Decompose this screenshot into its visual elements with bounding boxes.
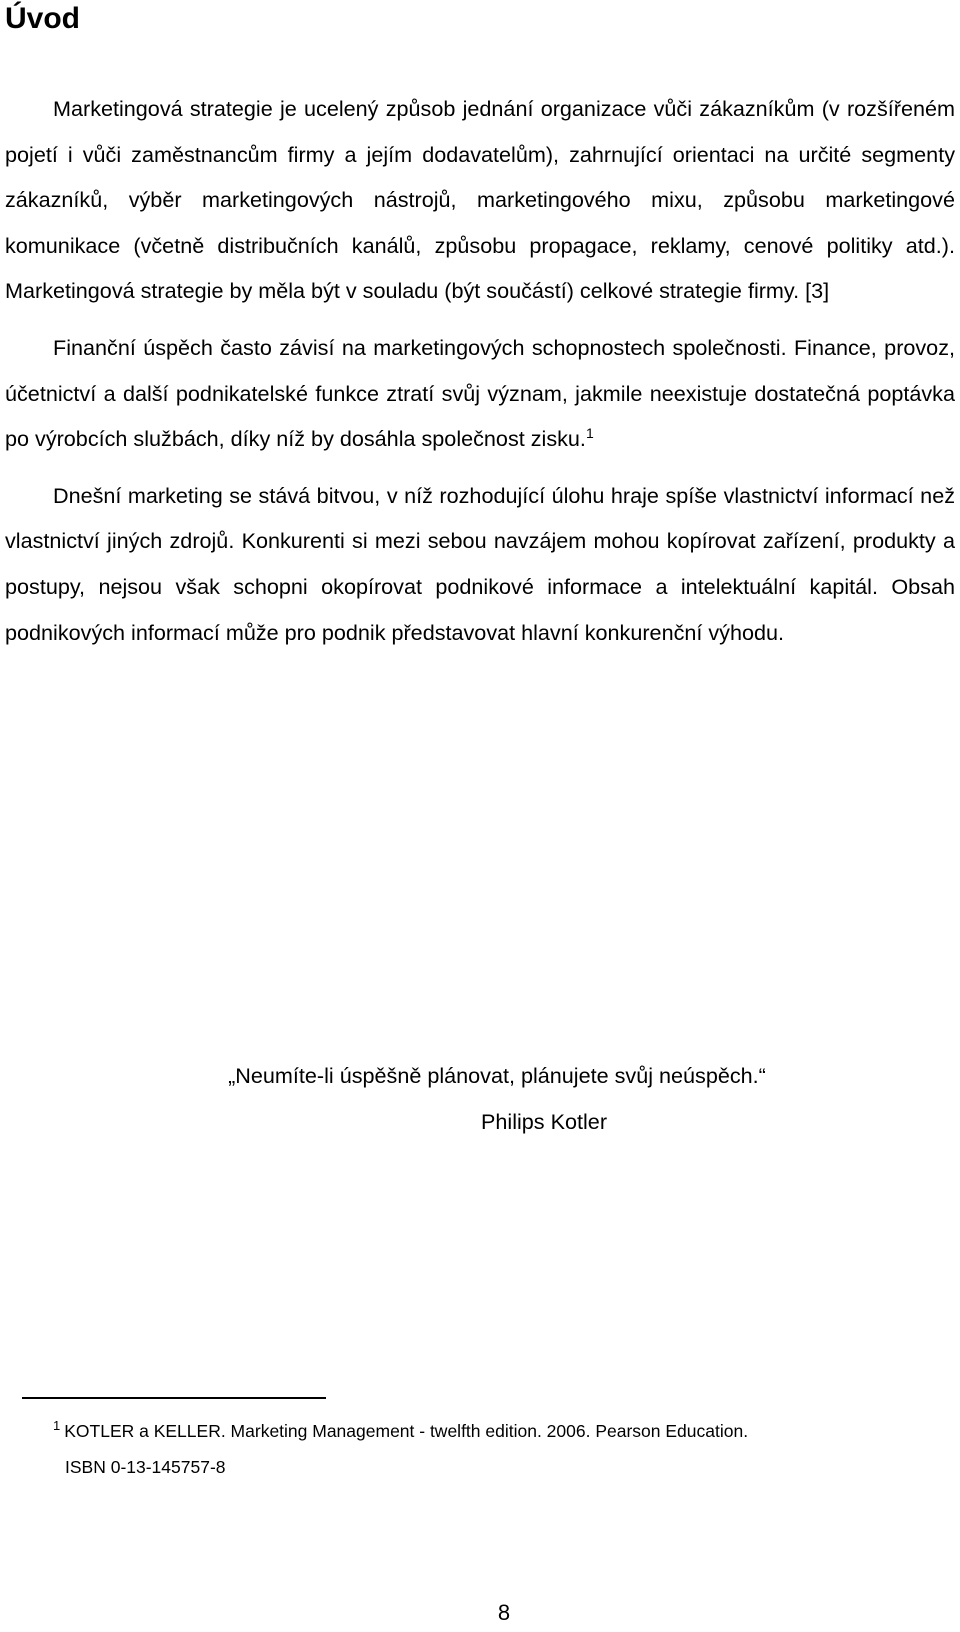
quote-author: Philips Kotler <box>480 1109 608 1134</box>
paragraph-text: Finanční úspěch často závisí na marketingových schopnostech společnosti. Finance, provoz, účetnictví a další podnikatelské funkce ztratí svůj význam, jakmile neexistuje dostatečná poptávka po výrobcích službách, díky níž by dosáhla společnost zisku. <box>5 334 955 452</box>
quote-text: „Neumíte-li úspěšně plánovat, plánujete svůj neúspěch.“ <box>228 1063 766 1088</box>
epigraph <box>0 1053 960 1145</box>
footnote-separator <box>22 1397 326 1399</box>
footnote-number: 1 <box>53 1418 61 1434</box>
footnote-line-1 <box>53 1413 958 1449</box>
paragraph-text: Marketingová strategie je ucelený způsob jednání organizace vůči zákazníkům (v rozšířeném pojetí i vůči zaměstnancům firmy a jejím dodavatelům), zahrnující orientaci na určité segmenty zákazníků, výběr marketingových nástrojů, marketingového mixu, způsobu marketingové komunikace (včetně distribučních kanálů, způsobu propagace, reklamy, cenové politiky atd.). Marketingová strategie by měla být v souladu (být součástí) celkové strategie firmy. [3] <box>5 96 955 304</box>
paragraph-financial-success <box>5 325 955 462</box>
footnote-reference[interactable]: 1 <box>585 424 594 441</box>
body-text <box>5 86 955 655</box>
paragraph-text: Dnešní marketing se stává bitvou, v níž rozhodující úlohu hraje spíše vlastnictví informací než vlastnictví jiných zdrojů. Konkurenti si mezi sebou navzájem mohou kopírovat zařízení, produkty a postupy, nejsou však schopni okopírovat podnikové informace a intelektuální kapitál. Obsah podnikových informací může pro podnik představovat hlavní konkurenční výhodu. <box>5 482 955 645</box>
footnote <box>53 1413 958 1485</box>
paragraph-marketing-strategy <box>5 86 955 314</box>
footnote-isbn: ISBN 0-13-145757-8 <box>65 1457 226 1477</box>
page-number: 8 <box>497 1600 511 1625</box>
page-heading: Úvod <box>5 2 80 35</box>
footnote-citation: KOTLER a KELLER. Marketing Management - twelfth edition. 2006. Pearson Education. <box>64 1421 749 1441</box>
paragraph-information-ownership <box>5 473 955 655</box>
